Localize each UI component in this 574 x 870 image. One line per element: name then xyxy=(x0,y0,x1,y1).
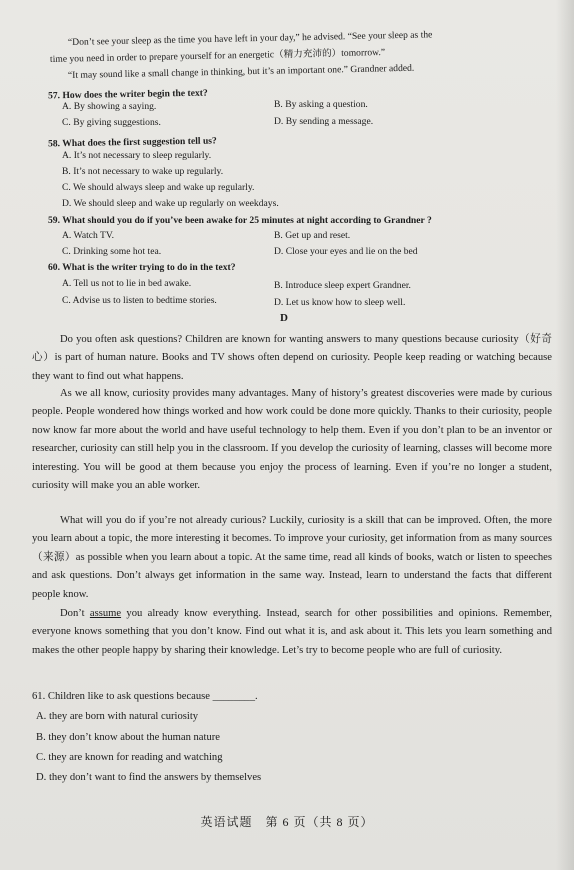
option: D. Let us know how to sleep well. xyxy=(274,297,406,308)
option: A. By showing a saying. xyxy=(62,101,157,112)
option: C. By giving suggestions. xyxy=(62,117,161,128)
paragraph: Do you often ask questions? Children are known for wanting answers to many questions because curiosity（好奇心）is part of human nature. Books and TV shows often depend on curiosity. People keep reading or watching because they want to find out what happens. xyxy=(32,334,552,382)
option: D. Close your eyes and lie on the bed xyxy=(274,246,418,257)
text-line: “It may sound like a small change in thinking, but it’s an important one.” Grandner added. xyxy=(67,62,415,81)
option: C. Drinking some hot tea. xyxy=(62,246,162,257)
paragraph-text: you already know everything. Instead, search for other possibilities and opinions. Remember, everyone knows something that you don’t know. Find out what it is, and ask about it. This lets you learn something and makes the other people happy by sharing their knowledge. Let’s try to become people who are full of curiosity. xyxy=(32,608,552,656)
question-stem: 57. How does the writer begin the text? xyxy=(47,87,208,102)
option: B. It’s not necessary to wake up regularly. xyxy=(62,166,224,177)
text-line: “Don’t see your sleep as the time you have left in your day,” he advised. “See your sleep as the xyxy=(67,29,433,48)
paragraph xyxy=(32,605,552,660)
question-stem: 61. Children like to ask questions because ________. xyxy=(32,691,258,702)
page-edge-shadow xyxy=(556,0,574,870)
option: A. Tell us not to lie in bed awake. xyxy=(62,278,192,289)
paragraph: What will you do if you’re not already curious? Luckily, curiosity is a skill that can be improved. Often, the more you learn about a topic, the more interesting it becomes. To improve your curiosity, get information from as many sources（来源）as possible when you learn about a topic. At the same time, read all kinds of books, watch or listen to speeches and ask questions. Don’t always get information in the same way. Instead, learn to understand the facts that different people know. xyxy=(32,515,552,600)
option: B. Get up and reset. xyxy=(274,230,351,241)
section-label: D xyxy=(280,312,288,324)
option: C. they are known for reading and watching xyxy=(36,752,223,763)
question-stem: 58. What does the first suggestion tell us? xyxy=(47,135,217,150)
underlined-word: assume xyxy=(89,608,122,619)
option: D. By sending a message. xyxy=(274,116,374,127)
option: C. We should always sleep and wake up regularly. xyxy=(62,182,255,193)
question-stem: 60. What is the writer trying to do in the text? xyxy=(48,262,236,273)
paragraph-text: Don’t xyxy=(60,608,90,619)
option: B. Introduce sleep expert Grandner. xyxy=(274,280,411,291)
option: D. We should sleep and wake up regularly on weekdays. xyxy=(62,198,279,209)
option: B. they don’t know about the human nature xyxy=(36,732,220,743)
option: C. Advise us to listen to bedtime stories. xyxy=(62,295,217,306)
question-stem: 59. What should you do if you’ve been awake for 25 minutes at night according to Grandner ? xyxy=(48,215,432,226)
paragraph: As we all know, curiosity provides many advantages. Many of history’s greatest discoveries were made by curious people. People wondered how things worked and how work could be done more quickly. Thanks to their curiosity, people now know far more about the world and have useful technology to help them. Even if you don’t plan to be an inventor or researcher, curiosity can still help you in the classroom. If you develop the curiosity of learning, classes will become more interesting. You will be good at them because you enjoy the process of learning. Even if you’re no longer a student, curiosity will make you an able worker. xyxy=(32,388,552,492)
page-footer: 英语试题 第 6 页（共 8 页） xyxy=(200,815,374,829)
option: B. By asking a question. xyxy=(274,99,368,110)
option: A. they are born with natural curiosity xyxy=(36,711,199,722)
text-line: time you need in order to prepare yourself for an energetic（精力充沛的）tomorrow.” xyxy=(49,46,386,65)
option: D. they don’t want to find the answers by themselves xyxy=(36,772,262,783)
option: A. It’s not necessary to sleep regularly. xyxy=(62,150,212,161)
option: A. Watch TV. xyxy=(62,230,114,241)
